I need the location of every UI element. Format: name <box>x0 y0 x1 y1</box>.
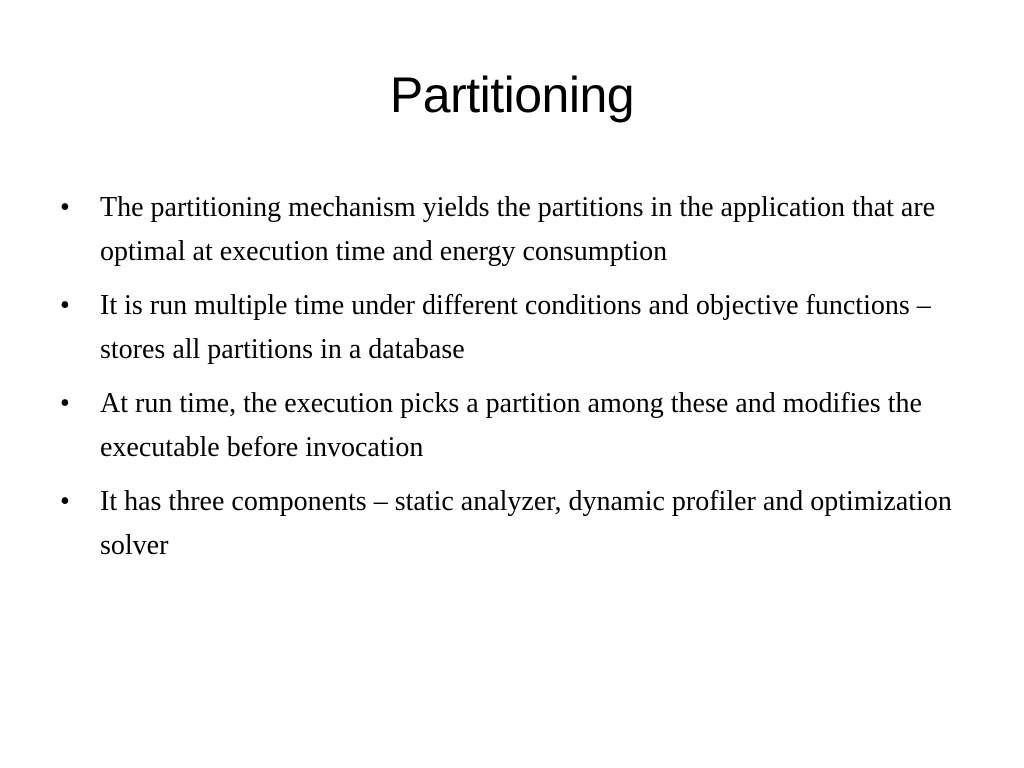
bullet-icon: • <box>60 290 70 321</box>
bullet-icon: • <box>60 486 70 517</box>
bullet-list <box>60 186 960 578</box>
bullet-item <box>60 284 960 372</box>
bullet-icon: • <box>60 388 70 419</box>
bullet-text: The partitioning mechanism yields the partitions in the application that are optimal at execution time and energy consumption <box>100 192 936 267</box>
bullet-item <box>60 382 960 470</box>
bullet-text: It has three components – static analyzer, dynamic profiler and optimization solver <box>100 486 952 561</box>
bullet-text: It is run multiple time under different conditions and objective functions – stores all partitions in a database <box>100 290 931 365</box>
slide-title: Partitioning <box>389 67 635 123</box>
bullet-text: At run time, the execution picks a partition among these and modifies the executable before invocation <box>100 388 922 463</box>
bullet-icon: • <box>60 192 70 223</box>
bullet-item <box>60 480 960 568</box>
bullet-item <box>60 186 960 274</box>
